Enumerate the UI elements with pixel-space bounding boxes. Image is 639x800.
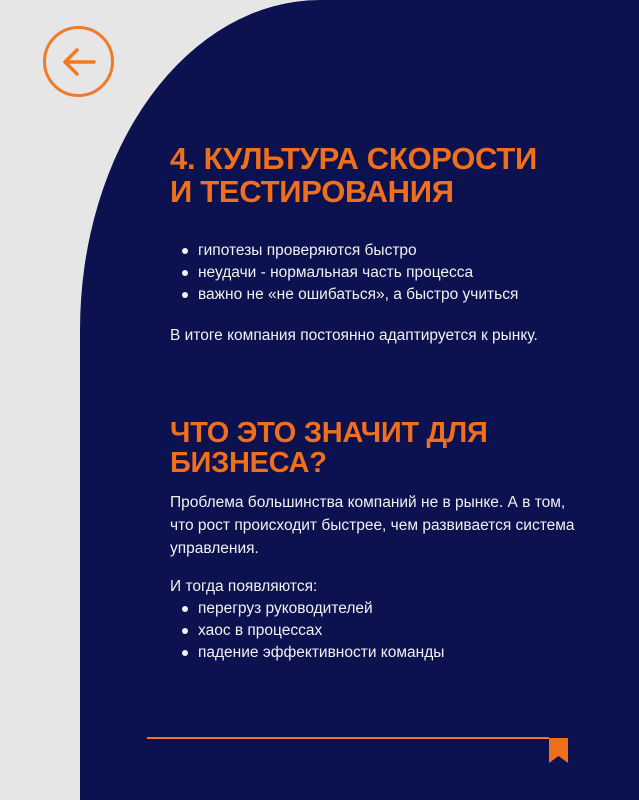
bullet-dot xyxy=(182,270,188,276)
business-paragraph: Проблема большинства компаний не в рынке. А в том, что рост происходит быстрее, чем развивается система управления. xyxy=(170,494,575,557)
list-item xyxy=(180,240,518,262)
list-item-text: падение эффективности команды xyxy=(198,644,445,661)
list-item xyxy=(180,642,444,664)
section-title-speed-culture: 4. КУЛЬТУРА СКОРОСТИ И ТЕСТИРОВАНИЯ xyxy=(170,141,537,209)
list-item xyxy=(180,262,518,284)
bullet-dot xyxy=(182,606,188,612)
business-intro: И тогда появляются: xyxy=(170,578,318,595)
arrow-left-icon xyxy=(58,41,100,83)
list-item xyxy=(180,598,444,620)
speed-culture-summary: В итоге компания постоянно адаптируется к рынку. xyxy=(170,327,538,344)
back-button[interactable] xyxy=(43,26,114,97)
list-item-text: хаос в процессах xyxy=(198,622,323,639)
list-item-text: гипотезы проверяются быстро xyxy=(198,242,417,259)
bullet-dot xyxy=(182,292,188,298)
list-item-text: неудачи - нормальная часть процесса xyxy=(198,264,474,281)
problems-list xyxy=(180,598,444,664)
content-panel xyxy=(80,0,639,800)
speed-culture-list xyxy=(180,240,518,306)
bullet-dot xyxy=(182,248,188,254)
list-item xyxy=(180,620,444,642)
bullet-dot xyxy=(182,628,188,634)
section-title-business-meaning: ЧТО ЭТО ЗНАЧИТ ДЛЯ БИЗНЕСА? xyxy=(170,417,488,479)
bullet-dot xyxy=(182,650,188,656)
footer-divider xyxy=(147,737,549,739)
list-item xyxy=(180,284,518,306)
list-item-text: перегруз руководителей xyxy=(198,600,373,617)
list-item-text: важно не «не ошибаться», а быстро учиться xyxy=(198,286,519,303)
